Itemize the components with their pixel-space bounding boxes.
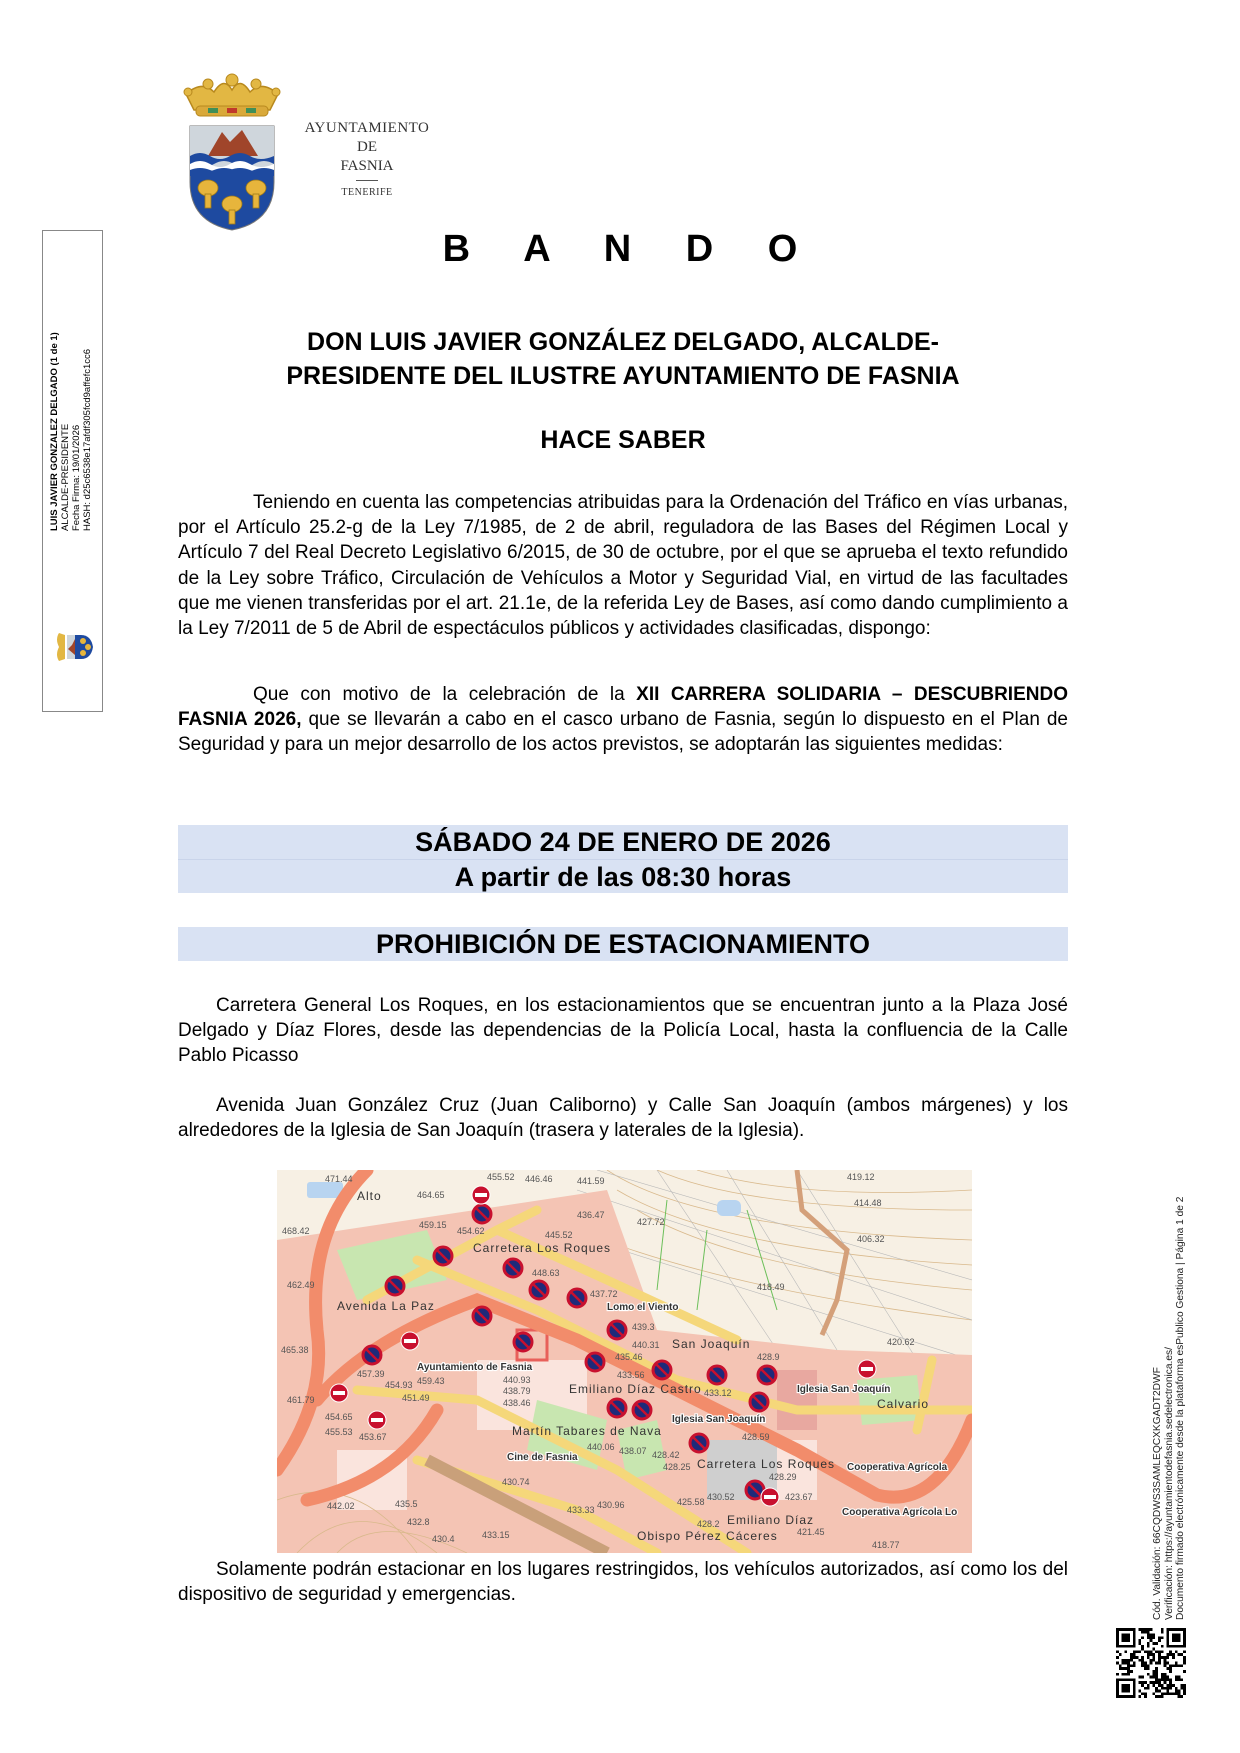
street-label: Avenida La Paz (337, 1299, 435, 1313)
validation-code: Cód. Validación: 66CQDWS3SAMLEQCXKGADT2DWF (1152, 1367, 1163, 1620)
no-parking-sign-icon (386, 1277, 404, 1295)
elevation-label: 438.79 (503, 1386, 531, 1396)
no-entry-sign-icon (401, 1332, 419, 1350)
elevation-label: 428.42 (652, 1450, 680, 1460)
elevation-label: 457.39 (357, 1369, 385, 1379)
signature-box (42, 230, 103, 712)
no-entry-sign-icon (761, 1488, 779, 1506)
elevation-label: 439.3 (632, 1322, 655, 1332)
signer-role: ALCALDE-PRESIDENTE (60, 423, 71, 531)
paragraph-event (178, 682, 1068, 758)
event-time: A partir de las 08:30 horas (178, 859, 1068, 894)
elevation-label: 454.93 (385, 1380, 413, 1390)
institution-line-2: DE (357, 139, 377, 155)
elevation-label: 433.12 (704, 1388, 732, 1398)
poi-label: Cine de Fasnia (507, 1452, 578, 1463)
elevation-label: 428.9 (757, 1352, 780, 1362)
poi-label: Iglesia San Joaquín (797, 1384, 891, 1395)
no-entry-sign-icon (330, 1384, 348, 1402)
paragraph-authorized-vehicles: Solamente podrán estacionar en los lugares restringidos, los vehículos autorizados, así como los del dispositivo de seguridad y emergencias. (178, 1559, 1068, 1606)
elevation-label: 420.62 (887, 1337, 915, 1347)
elevation-label: 436.47 (577, 1210, 605, 1220)
elevation-label: 418.77 (872, 1540, 900, 1550)
elevation-label: 459.15 (419, 1220, 447, 1230)
elevation-label: 448.63 (532, 1268, 560, 1278)
signer-name: LUIS JAVIER GONZALEZ DELGADO (1 de 1) (49, 332, 60, 531)
restriction-map (277, 1170, 972, 1553)
elevation-label: 440.31 (632, 1340, 660, 1350)
no-parking-sign-icon (758, 1366, 776, 1384)
no-entry-sign-icon (858, 1360, 876, 1378)
no-parking-sign-icon (608, 1399, 626, 1417)
street-label: Emiliano Díaz Castro (569, 1382, 702, 1396)
elevation-label: 421.45 (797, 1527, 825, 1537)
elevation-label: 464.65 (417, 1190, 445, 1200)
institution-name (292, 120, 442, 198)
no-parking-sign-icon (586, 1353, 604, 1371)
elevation-label: 440.93 (503, 1375, 531, 1385)
verification-url[interactable]: Verificación: https://ayuntamientodefasnia.sedelectronica.es/ (1163, 1347, 1175, 1620)
elevation-label: 423.67 (785, 1492, 813, 1502)
mayor-heading (178, 325, 1068, 393)
event-name: XII CARRERA SOLIDARIA – DESCUBRIENDO FASNIA 2026, (178, 684, 1068, 731)
elevation-label: 446.46 (525, 1174, 553, 1184)
institution-line-1: AYUNTAMIENTO (304, 120, 430, 136)
elevation-label: 414.48 (854, 1198, 882, 1208)
paragraph-restriction-2: Avenida Juan González Cruz (Juan Caliborno) y Calle San Joaquín (ambos márgenes) y los alrededores de la Iglesia de San Joaquín (trasera y laterales de la Iglesia). (178, 1095, 1068, 1142)
elevation-label: 428.2 (697, 1519, 720, 1529)
elevation-label: 406.32 (857, 1234, 885, 1244)
divider (356, 180, 378, 181)
poi-label: Lomo el Viento (607, 1302, 679, 1313)
street-label: Calvario (877, 1397, 930, 1411)
shield-icon (190, 126, 274, 230)
poi-label: Cooperativa Agrícola Lo (842, 1507, 958, 1518)
no-parking-sign-icon (608, 1321, 626, 1339)
no-parking-sign-icon (434, 1247, 452, 1265)
no-parking-sign-icon (530, 1281, 548, 1299)
elevation-label: 462.49 (287, 1280, 315, 1290)
no-entry-sign-icon (368, 1411, 386, 1429)
elevation-label: 428.59 (742, 1432, 770, 1442)
no-parking-sign-icon (473, 1205, 491, 1223)
mayor-heading-line-2: PRESIDENTE DEL ILUSTRE AYUNTAMIENTO DE FASNIA (286, 362, 960, 390)
elevation-label: 461.79 (287, 1395, 315, 1405)
paragraph-restriction-1: Carretera General Los Roques, en los estacionamientos que se encuentran junto a la Plaza José Delgado y Díaz Flores, desde las dependencias de la Policía Local, hasta la confluencia de la Calle Pablo Picasso (178, 995, 1068, 1067)
platform-page-info: Documento firmado electrónicamente desde la plataforma esPublico Gestiona | Página 1 de 2 (1175, 1196, 1186, 1620)
elevation-label: 419.12 (847, 1172, 875, 1182)
elevation-label: 441.59 (577, 1176, 605, 1186)
no-parking-sign-icon (514, 1333, 532, 1351)
street-label: Carretera Los Roques (697, 1457, 836, 1471)
street-label: Martín Tabares de Nava (512, 1424, 662, 1438)
street-label: San Joaquín (672, 1337, 751, 1351)
no-parking-sign-icon (653, 1361, 671, 1379)
no-parking-sign-icon (568, 1289, 586, 1307)
poi-label: Iglesia San Joaquín (672, 1414, 766, 1425)
institution-line-3: FASNIA (340, 158, 394, 174)
elevation-label: 437.72 (590, 1289, 618, 1299)
elevation-label: 428.25 (663, 1462, 691, 1472)
elevation-label: 455.52 (487, 1172, 515, 1182)
elevation-label: 455.53 (325, 1427, 353, 1437)
elevation-label: 433.33 (567, 1505, 595, 1515)
date-banner (178, 825, 1068, 893)
no-entry-sign-icon (472, 1186, 490, 1204)
elevation-label: 425.58 (677, 1497, 705, 1507)
elevation-label: 471.44 (325, 1174, 353, 1184)
street-label: Emiliano Díaz (727, 1513, 815, 1527)
elevation-label: 430.96 (597, 1500, 625, 1510)
qr-code-icon[interactable] (1116, 1628, 1186, 1698)
elevation-label: 453.67 (359, 1432, 387, 1442)
poi-label: Ayuntamiento de Fasnia (417, 1362, 533, 1373)
elevation-label: 468.42 (282, 1226, 310, 1236)
elevation-label: 440.06 (587, 1442, 615, 1452)
elevation-label: 430.52 (707, 1492, 735, 1502)
elevation-label: 438.07 (619, 1446, 647, 1456)
no-parking-sign-icon (363, 1346, 381, 1364)
no-parking-sign-icon (750, 1393, 768, 1411)
event-details: que se llevarán a cabo en el casco urbano de Fasnia, según lo dispuesto en el Plan de Seguridad y para un mejor desarrollo de los actos previstos, se adoptarán las siguientes medidas: (178, 709, 1068, 756)
elevation-label: 432.8 (407, 1517, 430, 1527)
event-intro: Que con motivo de la celebración de la (253, 684, 637, 705)
no-parking-sign-icon (690, 1434, 708, 1452)
elevation-label: 433.15 (482, 1530, 510, 1540)
elevation-label: 454.65 (325, 1412, 353, 1422)
street-label: Carretera Los Roques (473, 1241, 612, 1255)
elevation-label: 451.49 (402, 1393, 430, 1403)
elevation-label: 427.72 (637, 1217, 665, 1227)
elevation-label: 433.56 (617, 1370, 645, 1380)
no-parking-sign-icon (504, 1259, 522, 1277)
elevation-label: 465.38 (281, 1345, 309, 1355)
signature-hash: HASH: d25c6538e17afdf305fcd9affefc1cc6 (82, 348, 93, 531)
elevation-label: 430.4 (432, 1534, 455, 1544)
elevation-label: 445.52 (545, 1230, 573, 1240)
institution-region: TENERIFE (341, 187, 393, 198)
paragraph-legal-basis: Teniendo en cuenta las competencias atribuidas para la Ordenación del Tráfico en vías urbanas, por el Artículo 25.2-g de la Ley 7/1985, de 2 de abril, reguladora de las Bases del Régimen Local y Artículo 7 del Real Decreto Legislativo 6/2015, de 30 de octubre, por el que se aprueba el texto refundido de la Ley sobre Tráfico, Circulación de Vehículos a Motor y Seguridad Vial, en virtud de las facultades que me vienen transferidas por el art. 21.1e, de la referida Ley de Bases, así como dando cumplimiento a la Ley 7/2011 de 5 de Abril de espectáculos públicos y actividades clasificadas, dispongo: (178, 492, 1068, 640)
no-parking-sign-icon (633, 1401, 651, 1419)
poi-label: Cooperativa Agrícola (847, 1462, 948, 1473)
validation-stamp (1152, 1090, 1188, 1620)
street-label: Alto (357, 1189, 382, 1203)
elevation-label: 438.46 (503, 1398, 531, 1408)
elevation-label: 435.5 (395, 1499, 418, 1509)
no-parking-sign-icon (473, 1307, 491, 1325)
elevation-label: 459.43 (417, 1376, 445, 1386)
elevation-label: 418.49 (757, 1282, 785, 1292)
street-label: Obispo Pérez Cáceres (637, 1529, 778, 1543)
signature-date: Fecha Firma: 19/01/2026 (71, 424, 82, 531)
no-parking-sign-icon (708, 1366, 726, 1384)
mini-coat-of-arms-icon (51, 627, 95, 667)
signature-text (45, 231, 101, 531)
event-date: SÁBADO 24 DE ENERO DE 2026 (415, 827, 831, 857)
elevation-label: 435.46 (615, 1352, 643, 1362)
crown-icon (184, 74, 280, 116)
coat-of-arms-logo (172, 70, 292, 232)
elevation-label: 454.62 (457, 1226, 485, 1236)
elevation-label: 430.74 (502, 1477, 530, 1487)
elevation-label: 428.29 (769, 1472, 797, 1482)
document-title: B A N D O (442, 228, 820, 270)
section-heading: PROHIBICIÓN DE ESTACIONAMIENTO (178, 927, 1068, 961)
announcement-heading: HACE SABER (540, 426, 706, 454)
mayor-heading-line-1: DON LUIS JAVIER GONZÁLEZ DELGADO, ALCALDE- (307, 328, 939, 356)
elevation-label: 442.02 (327, 1501, 355, 1511)
